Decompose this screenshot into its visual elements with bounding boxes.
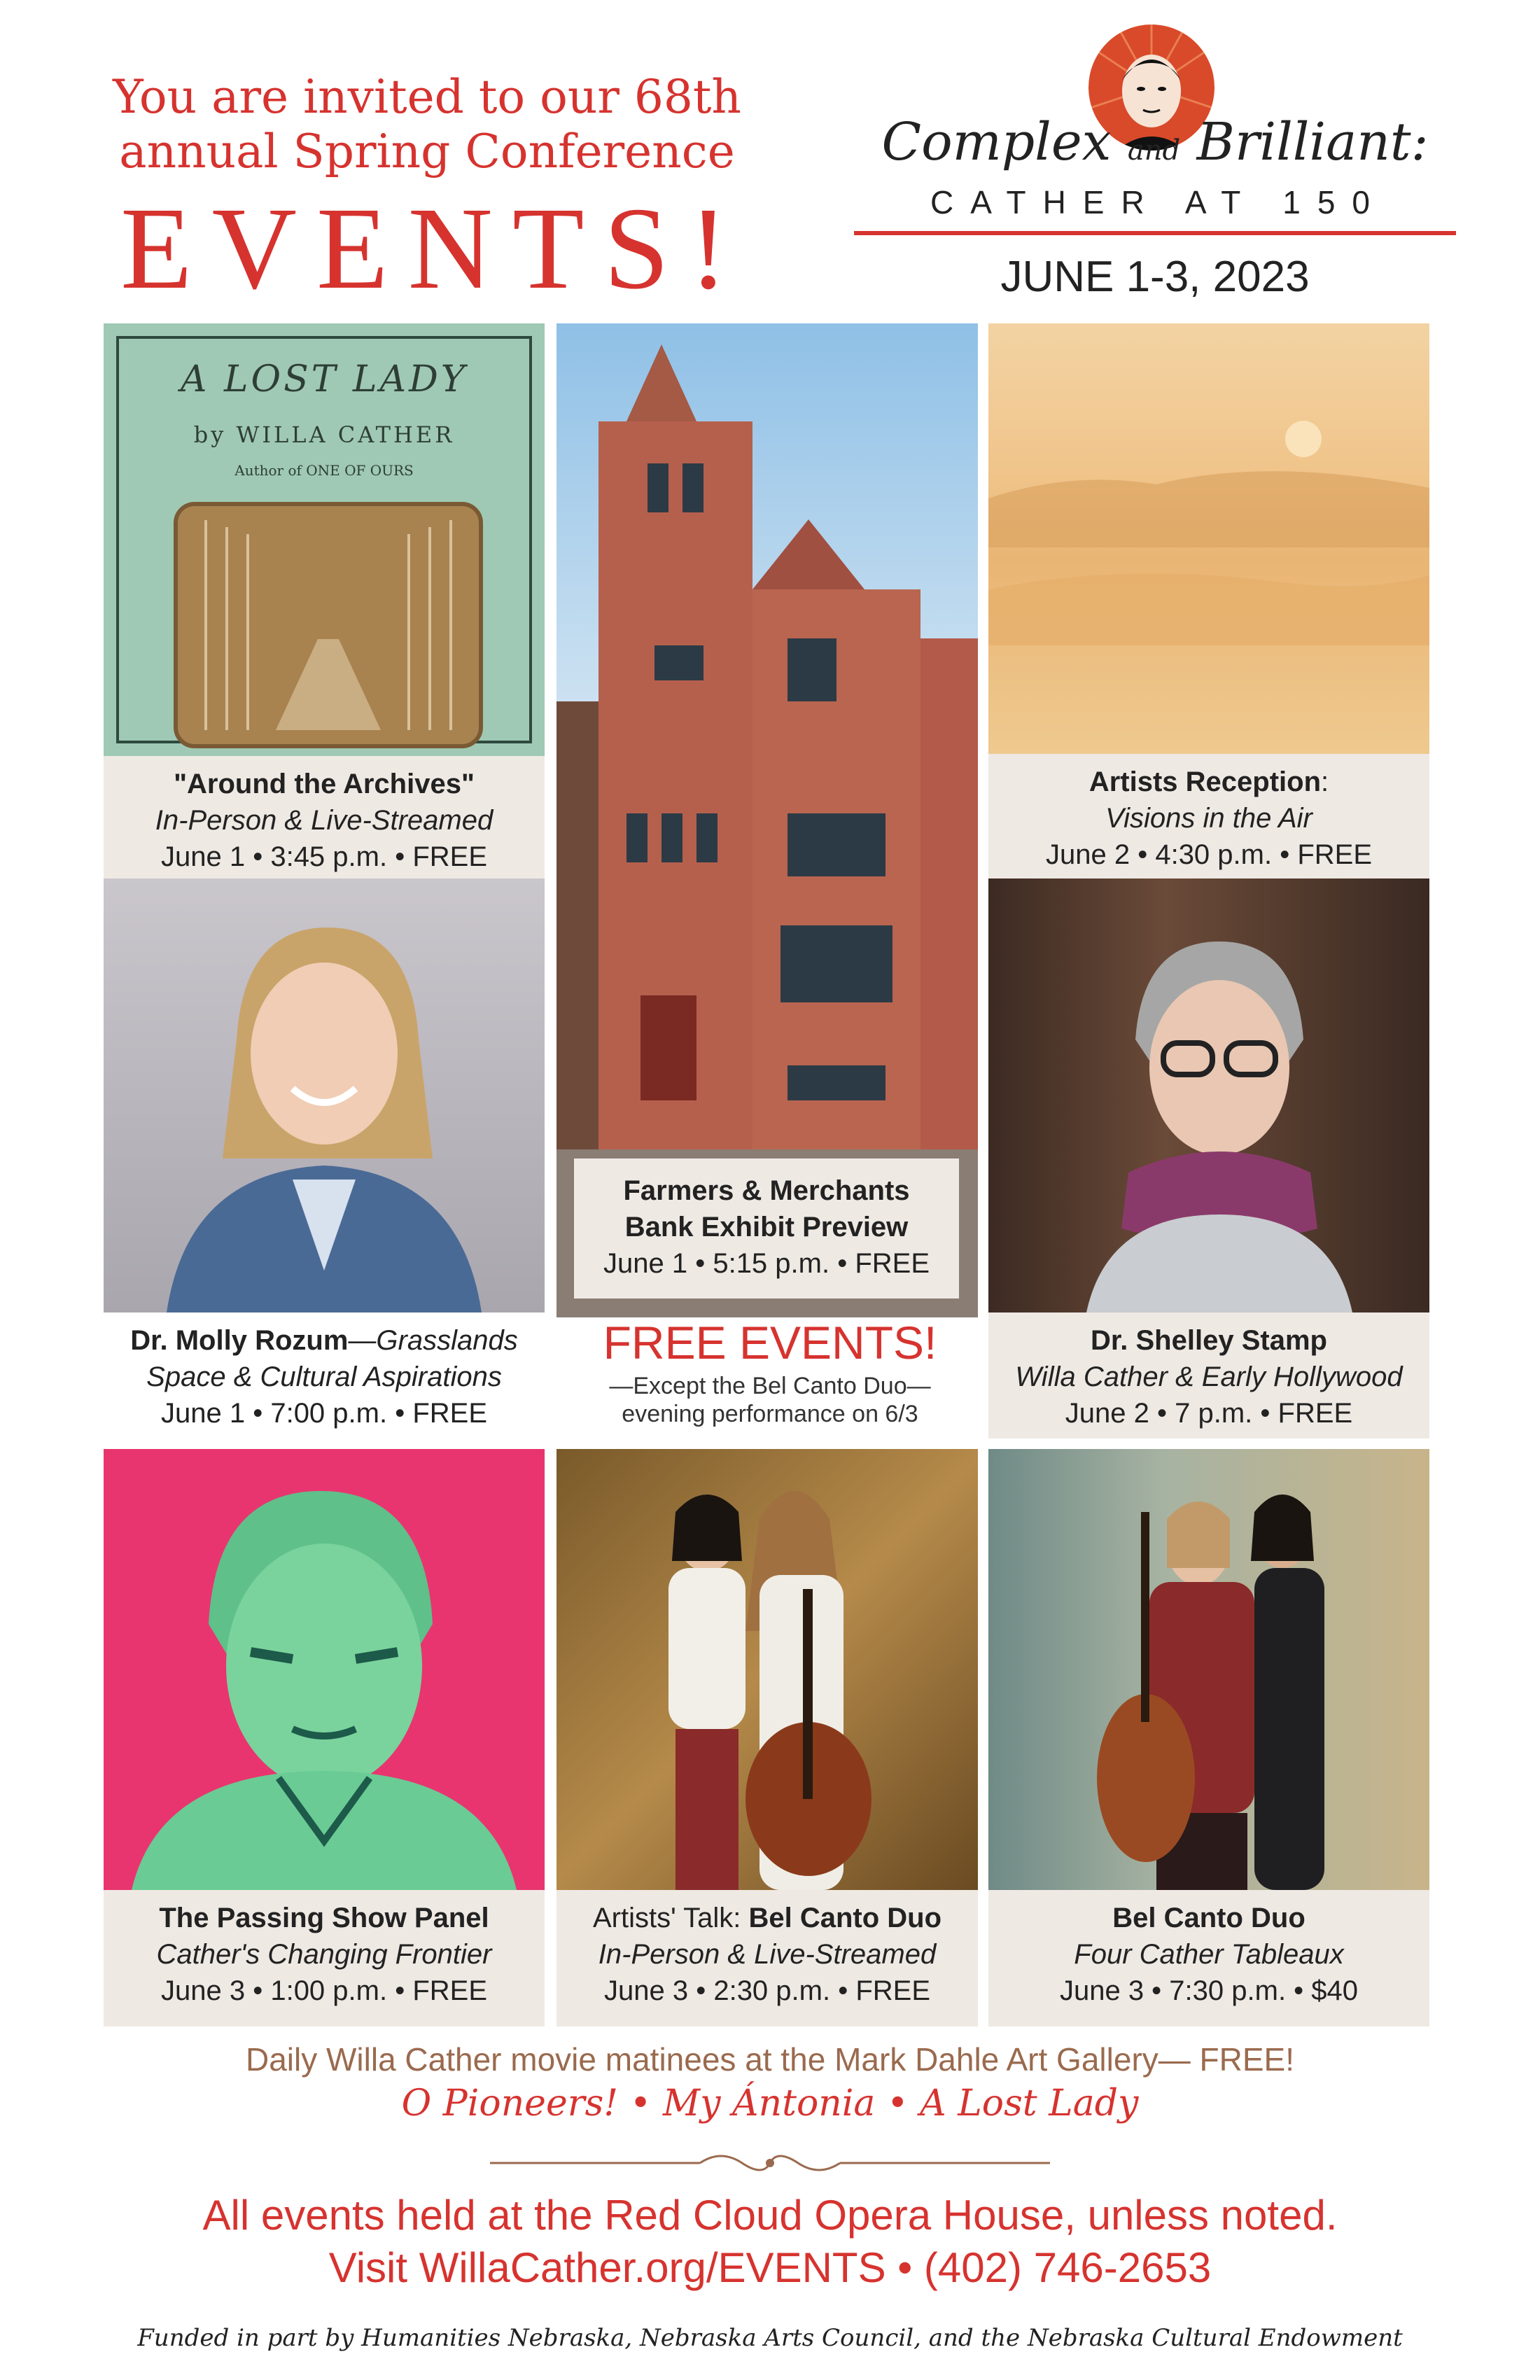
archives-title: "Around the Archives" (174, 769, 475, 799)
artists-talk-prefix: Artists' Talk: (592, 1903, 749, 1933)
bank-title-1: Farmers & Merchants (623, 1175, 910, 1206)
bank-time: June 1 • 5:15 p.m. • FREE (603, 1248, 930, 1279)
passing-show-subtitle: Cather's Changing Frontier (156, 1939, 492, 1970)
free-events-note (553, 1372, 987, 1428)
passing-show-time: June 3 • 1:00 p.m. • FREE (161, 1975, 487, 2006)
bank-caption (574, 1158, 959, 1298)
artists-talk-title: Bel Canto Duo (748, 1903, 942, 1933)
book-title: A LOST LADY (180, 358, 468, 400)
bel-canto-title: Bel Canto Duo (1112, 1903, 1306, 1933)
header-divider (854, 231, 1456, 235)
conference-subtitle: CATHER AT 150 (930, 184, 1387, 220)
bel-canto-subtitle: Four Cather Tableaux (1074, 1939, 1344, 1970)
invite-line-2: annual Spring Conference (119, 125, 735, 178)
passing-show-caption (104, 1890, 545, 2026)
artists-talk-time: June 3 • 2:30 p.m. • FREE (604, 1975, 930, 2006)
stamp-time: June 2 • 7 p.m. • FREE (1065, 1398, 1353, 1429)
free-events-heading: FREE EVENTS! (603, 1317, 937, 1368)
bank-title-2: Bank Exhibit Preview (624, 1212, 909, 1242)
conference-title (840, 112, 1470, 172)
rozum-caption (104, 1312, 545, 1438)
invite-line-1: You are invited to our 68th (113, 70, 741, 124)
archives-time: June 1 • 3:45 p.m. • FREE (161, 841, 487, 872)
book-cover-illustration (174, 502, 483, 748)
stamp-subtitle: Willa Cather & Early Hollywood (1015, 1362, 1403, 1392)
bel-canto-duo-photo-2 (988, 1449, 1429, 1890)
title-and: and (1127, 134, 1181, 167)
rozum-time: June 1 • 7:00 p.m. • FREE (161, 1398, 487, 1429)
ornamental-divider (490, 2149, 1050, 2177)
shelley-stamp-photo (988, 878, 1429, 1312)
book-note: Author of ONE OF OURS (234, 462, 414, 479)
artists-talk-subtitle: In-Person & Live-Streamed (598, 1939, 937, 1970)
cather-pop-art-portrait (104, 1449, 545, 1890)
title-brilliant: Brilliant: (1196, 112, 1429, 172)
molly-rozum-photo (104, 878, 545, 1312)
artists-reception-colon: : (1321, 766, 1329, 797)
funding-credit: Funded in part by Humanities Nebraska, Nebraska Arts Council, and the Nebraska Cultural Endowment (137, 2324, 1403, 2352)
film-titles: O Pioneers! • My Ántonia • A Lost Lady (401, 2082, 1139, 2124)
conference-dates: JUNE 1-3, 2023 (1000, 253, 1310, 301)
stamp-caption (988, 1312, 1429, 1438)
rozum-topic-1: Grasslands (376, 1325, 518, 1356)
bel-canto-duo-photo-1 (556, 1449, 978, 1890)
artists-reception-time: June 2 • 4:30 p.m. • FREE (1046, 839, 1372, 870)
artists-talk-caption (556, 1890, 978, 2026)
location-note: All events held at the Red Cloud Opera House, unless noted. (202, 2192, 1338, 2239)
rozum-dash: — (348, 1325, 377, 1356)
title-complex: Complex (881, 112, 1112, 172)
landscape-painting (988, 323, 1429, 754)
bel-canto-time: June 3 • 7:30 p.m. • $40 (1059, 1975, 1359, 2006)
contact-line: Visit WillaCather.org/EVENTS • (402) 746-2653 (328, 2244, 1212, 2291)
free-note-line-1: —Except the Bel Canto Duo— (609, 1373, 931, 1399)
events-title: EVENTS! (120, 183, 748, 314)
rozum-name: Dr. Molly Rozum (130, 1325, 349, 1356)
free-note-line-2: evening performance on 6/3 (622, 1401, 918, 1427)
archives-caption (104, 756, 545, 878)
book-author: by WILLA CATHER (193, 421, 455, 448)
artists-reception-title: Artists Reception (1088, 766, 1322, 797)
invite-heading (91, 70, 763, 179)
passing-show-title: The Passing Show Panel (159, 1903, 489, 1933)
artists-reception-caption (988, 754, 1429, 878)
artists-reception-subtitle: Visions in the Air (1105, 803, 1312, 834)
archives-subtitle: In-Person & Live-Streamed (155, 805, 493, 836)
matinee-line: Daily Willa Cather movie matinees at the Mark Dahle Art Gallery— FREE! (245, 2041, 1295, 2078)
stamp-name: Dr. Shelley Stamp (1091, 1325, 1327, 1356)
rozum-topic-2: Space & Cultural Aspirations (146, 1362, 502, 1392)
lost-lady-book-cover (104, 323, 545, 756)
bel-canto-caption (988, 1890, 1429, 2026)
